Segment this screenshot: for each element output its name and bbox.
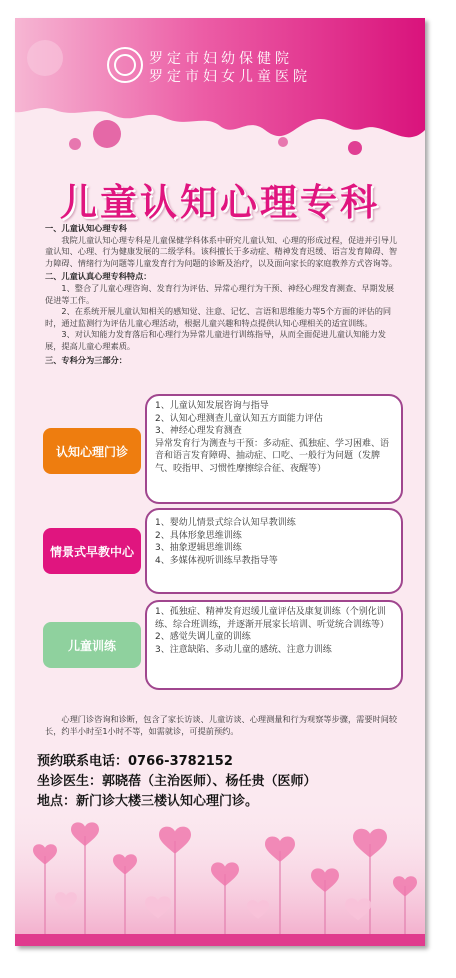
intro-paragraph-1: 我院儿童认知心理专科是儿童保健学科体系中研究儿童认知、心理的形成过程，促进并引导儿童认知、心理、行为健康发展的二级学科。该科擅长于多动症、精神发育迟缓、语言发育障碍、智力障碍、情绪行为问题等儿童发育行为问题的诊断及治疗，以及面向家长的家庭教养方式咨询等。 [45, 234, 398, 268]
list-item: 1、婴幼儿情景式综合认知早教训练 [155, 518, 296, 528]
poster [15, 18, 425, 946]
section-label-cognitive-clinic: 认知心理门诊 [43, 428, 141, 474]
list-item: 2、具体形象思维训练 [155, 530, 242, 541]
section-label-early-education: 情景式早教中心 [43, 528, 141, 574]
hearts-decoration [15, 796, 425, 946]
feature-item-1: 1、整合了儿童心理咨询、发育行为评估、异常心理行为干预、神经心理发育测查、早期发展促进等工作。 [45, 282, 395, 305]
intro-heading-2: 二、儿童认真心理专科特点： [45, 271, 152, 282]
feature-item-2: 2、在系统开展儿童认知相关的感知觉、注意、记忆、言语和思维能力等5个方面的评估的同时，通过监测行为评估儿童心理活动，根据儿童兴趣和特点提供认知心理相关的适宜训练。 [45, 306, 392, 328]
section-label-child-training: 儿童训练 [43, 622, 141, 668]
hospital-name-primary: 罗定市妇幼保健院 [149, 51, 293, 67]
intro-text [45, 223, 400, 366]
contact-doctors: 坐诊医生：郭晓蓓（主治医师）、杨任贵（医师） [37, 774, 317, 789]
section-early-education [43, 508, 403, 594]
list-item: 1、孤独症、精神发育迟缓儿童评估及康复训练（个别化训练、综合班训练，并逐渐开展家长培训、听觉统合训练等） [155, 607, 390, 630]
consultation-note: 心理门诊咨询和诊断，包含了家长访谈、儿童访谈、心理测量和行为观察等步骤，需要时间较长，约半小时至1小时不等，如需就诊，可提前预约。 [45, 714, 398, 736]
hospital-logo [107, 47, 143, 83]
list-item: 异常发育行为测查与干预：多动症、孤独症、学习困难、语音和语言发育障碍、抽动症、口吃、一般行为问题（发脾气、咬指甲、习惯性摩擦综合征、夜醒等） [155, 438, 390, 474]
list-item: 3、抽象逻辑思维训练 [155, 543, 242, 553]
section-cognitive-clinic [43, 394, 403, 504]
list-item: 2、感觉失调儿童的训练 [155, 632, 251, 642]
list-item: 3、神经心理发育测查 [155, 426, 242, 436]
section-desc-early-education [145, 508, 403, 594]
section-desc-child-training [145, 600, 403, 690]
list-item: 4、多媒体视听训练早教指导等 [155, 555, 278, 566]
intro-heading-1: 一、儿童认知心理专科 [45, 223, 127, 233]
contact-phone: 预约联系电话：0766-3782152 [37, 754, 233, 769]
list-item: 1、儿童认知发展咨询与指导 [155, 401, 269, 411]
section-child-training [43, 600, 403, 690]
list-item: 2、认知心理测查儿童认知五方面能力评估 [155, 413, 323, 424]
section-desc-cognitive-clinic [145, 394, 403, 504]
feature-item-3: 3、对认知能力发育落后和心理行为异常儿童进行训练指导，从而全面促进儿童认知能力发展，提高儿童心理素质。 [45, 329, 386, 351]
list-item: 3、注意缺陷、多动儿童的感统、注意力训练 [155, 644, 332, 655]
hospital-name-secondary: 罗定市妇女儿童医院 [149, 69, 311, 85]
header-wave-banner [15, 18, 425, 168]
intro-heading-3: 三、专科分为三部分： [45, 354, 127, 365]
page-title: 儿童认知心理专科 [60, 181, 380, 224]
